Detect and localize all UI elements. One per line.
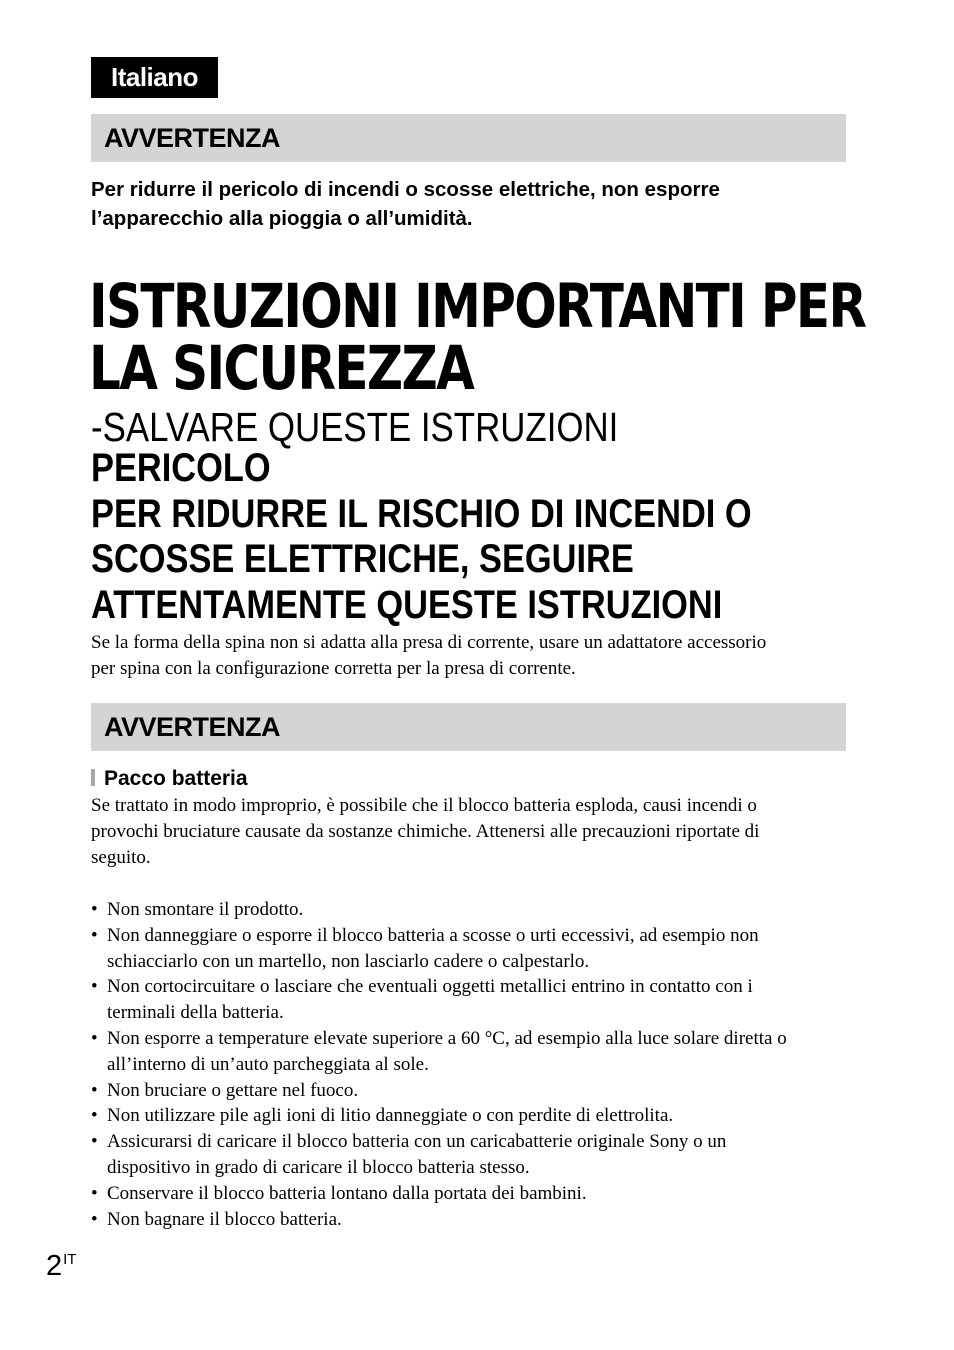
bullet-icon: • <box>91 924 98 946</box>
warning-line: l’apparecchio alla pioggia o all’umidità. <box>91 207 473 230</box>
bullet-icon: • <box>91 1027 98 1049</box>
bullet-icon: • <box>91 976 98 998</box>
danger-line: ATTENTAMENTE QUESTE ISTRUZIONI <box>91 582 723 627</box>
list-item <box>91 1181 851 1207</box>
battery-subheading-text: Pacco batteria <box>104 767 248 790</box>
safety-subtitle: -SALVARE QUESTE ISTRUZIONI <box>91 404 619 450</box>
page-number <box>46 1243 76 1283</box>
battery-subheading <box>91 765 248 793</box>
subheading-marker-icon <box>91 769 95 786</box>
list-item-line: all’interno di un’auto parcheggiata al sole. <box>107 1053 429 1075</box>
danger-label: PERICOLO <box>91 446 271 490</box>
list-item-line: Non danneggiare o esporre il blocco batteria a scosse o urti eccessivi, ad esempio non <box>107 924 759 946</box>
bullet-icon: • <box>91 1182 98 1204</box>
bullet-icon: • <box>91 1079 98 1101</box>
paragraph-line: Se la forma della spina non si adatta alla presa di corrente, usare un adattatore accessorio <box>91 632 767 653</box>
danger-block <box>91 446 752 628</box>
battery-intro-paragraph <box>91 793 851 871</box>
paragraph-line: Se trattato in modo improprio, è possibile che il blocco batteria esploda, causi incendi o <box>91 795 757 816</box>
list-item-line: Assicurarsi di caricare il blocco batteria con un caricabatterie originale Sony o un <box>107 1131 727 1153</box>
list-item <box>91 1078 851 1104</box>
list-item <box>91 1103 851 1129</box>
list-item-line: schiacciarlo con un martello, non lasciarlo cadere o calpestarlo. <box>107 950 590 972</box>
list-item-line: Non smontare il prodotto. <box>107 899 304 920</box>
list-item-line: Non bagnare il blocco batteria. <box>107 1208 342 1230</box>
plug-adapter-paragraph <box>91 630 851 682</box>
list-item-line: terminali della batteria. <box>107 1002 284 1024</box>
danger-line: SCOSSE ELETTRICHE, SEGUIRE <box>91 537 634 581</box>
bullet-icon: • <box>91 1208 98 1230</box>
list-item <box>91 1026 851 1078</box>
list-item <box>91 923 851 975</box>
list-item-line: dispositivo in grado di caricare il blocco batteria stesso. <box>107 1156 530 1178</box>
paragraph-line: provochi bruciature causate da sostanze chimiche. Attenersi alle precauzioni riportate di <box>91 821 760 842</box>
bullet-icon: • <box>91 1105 98 1127</box>
list-item-line: Non cortocircuitare o lasciare che eventuali oggetti metallici entrino in contatto con i <box>107 976 753 998</box>
bullet-icon: • <box>91 899 98 920</box>
list-item <box>91 1207 851 1233</box>
list-item <box>91 897 851 923</box>
list-item-line: Non utilizzare pile agli ioni di litio danneggiate o con perdite di elettrolita. <box>107 1105 674 1127</box>
paragraph-line: per spina con la configurazione corretta per la presa di corrente. <box>91 658 576 679</box>
safety-title <box>89 271 866 404</box>
safety-title-line: ISTRUZIONI IMPORTANTI PER <box>89 271 866 342</box>
safety-title-line: LA SICUREZZA <box>89 333 474 404</box>
danger-line: PER RIDURRE IL RISCHIO DI INCENDI O <box>91 491 752 536</box>
bullet-icon: • <box>91 1131 98 1153</box>
list-item-line: Non bruciare o gettare nel fuoco. <box>107 1079 359 1101</box>
list-item-line: Conservare il blocco batteria lontano dalla portata dei bambini. <box>107 1182 587 1204</box>
section-heading-avvertenza-1: AVVERTENZA <box>91 114 846 162</box>
section-heading-avvertenza-2: AVVERTENZA <box>91 703 846 751</box>
list-item <box>91 974 851 1026</box>
list-item-line: Non esporre a temperature elevate superiore a 60 °C, ad esempio alla luce solare diretta o <box>107 1027 787 1049</box>
page-language-suffix: IT <box>63 1251 77 1268</box>
list-item <box>91 1129 851 1181</box>
warning-line: Per ridurre il pericolo di incendi o scosse elettriche, non esporre <box>91 178 720 201</box>
battery-precautions-list <box>91 897 851 1232</box>
page-number-value: 2 <box>46 1250 63 1282</box>
language-tab: Italiano <box>91 57 218 98</box>
paragraph-line: seguito. <box>91 847 151 868</box>
warning-statement <box>91 175 851 233</box>
